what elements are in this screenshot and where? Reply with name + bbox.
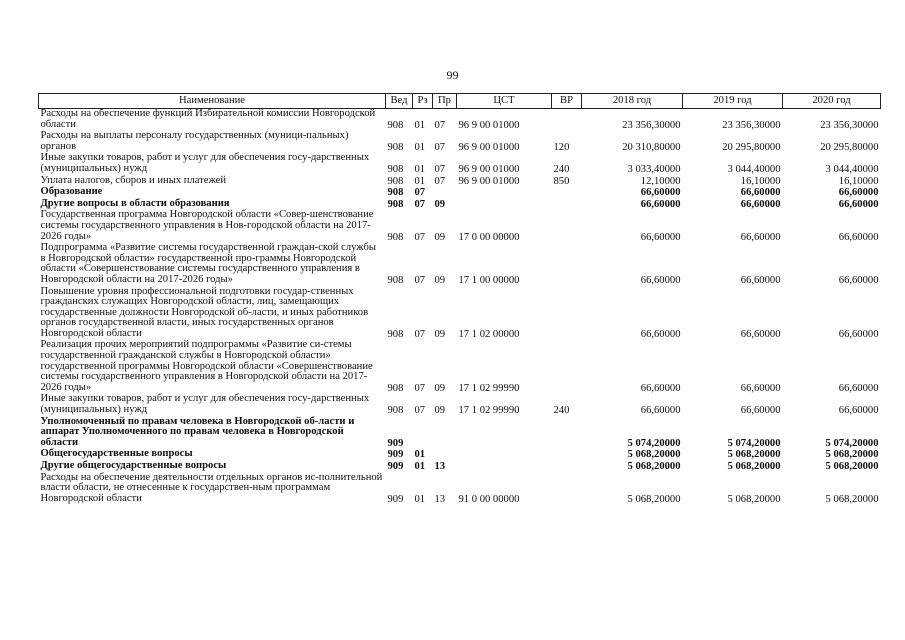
row-cst-cell [457, 199, 552, 211]
row-2018-cell: 5 068,20000 [627, 461, 681, 472]
row-2019-cell: 66,60000 [740, 187, 781, 199]
row-2018-cell: 66,60000 [640, 274, 681, 286]
row-vr-cell [552, 340, 582, 394]
row-name-cell: Другие вопросы в области образования [40, 197, 230, 209]
column-header-2020: 2020 год [783, 94, 881, 109]
table-header-row [39, 94, 881, 109]
row-2018-cell: 5 068,20000 [627, 449, 681, 461]
table-body [39, 109, 881, 506]
row-pr-cell: 09 [434, 231, 446, 243]
row-2018-cell: 66,60000 [640, 382, 681, 394]
row-2020-cell: 23 356,30000 [820, 119, 879, 131]
row-ved-cell: 908 [387, 328, 404, 340]
row-rz-cell: 07 [414, 405, 426, 417]
row-name-cell: Повышение уровня профессиональной подготовки государ-ственных гражданских служащих Новгородской области, лиц, замещающих государственные должности Новгородской об-ласти, и иных работников органов государственной власти, иных государственных органов Новгородской области [40, 285, 369, 339]
row-cst-cell [457, 449, 552, 461]
row-rz-cell: 01 [414, 163, 426, 175]
row-rz-cell: 07 [414, 187, 426, 199]
row-2020-cell: 66,60000 [838, 231, 879, 243]
budget-table [38, 93, 881, 505]
row-2020-cell: 5 068,20000 [825, 493, 879, 505]
row-2019-cell: 20 295,80000 [722, 141, 781, 153]
row-cst-cell: 96 9 00 01000 [458, 163, 520, 175]
row-pr-cell: 07 [434, 175, 446, 187]
row-cst-cell: 17 1 02 99990 [458, 382, 520, 394]
row-rz-cell: 01 [414, 449, 426, 461]
row-name-cell: Государственная программа Новгородской области «Совер-шенствование системы государственного управления в Нов-городской области на 2017-2026 годы» [40, 209, 374, 242]
column-header-cst: ЦСТ [457, 94, 552, 109]
page-number: 99 [446, 68, 459, 82]
row-2018-cell: 66,60000 [640, 231, 681, 243]
table-row [39, 210, 881, 243]
row-rz-cell: 07 [414, 274, 426, 286]
row-name-cell: Расходы на обеспечение функций Избирательной комиссии Новгородской области [40, 108, 376, 130]
row-2018-cell: 20 310,80000 [622, 141, 681, 153]
table-row [39, 473, 881, 506]
row-vr-cell: 240 [553, 163, 570, 175]
row-cst-cell: 91 0 00 00000 [458, 493, 520, 505]
row-2019-cell: 3 044,40000 [727, 163, 781, 175]
row-ved-cell: 908 [387, 274, 404, 286]
row-2020-cell: 66,60000 [838, 382, 879, 394]
row-name-cell: Подпрограмма «Развитие системы государственной граждан-ской службы в Новгородской области» государственной про-граммы Новгородской области «Совершенствование системы государственного управления в Новгородской области на 2017-2026 годы» [40, 242, 376, 285]
row-vr-cell [552, 449, 582, 461]
row-2019-cell: 66,60000 [740, 198, 781, 210]
row-pr-cell: 09 [434, 328, 446, 340]
column-header-ved: Вед [386, 94, 413, 109]
row-name-cell: Уплата налогов, сборов и иных платежей [40, 174, 227, 186]
row-rz-cell: 07 [414, 328, 426, 340]
row-name-cell: Иные закупки товаров, работ и услуг для обеспечения госу-дарственных (муниципальных) нужд [40, 152, 370, 174]
row-rz-cell: 07 [414, 231, 426, 243]
row-cst-cell: 96 9 00 01000 [458, 119, 520, 131]
table-row [39, 340, 881, 394]
row-pr-cell: 13 [434, 493, 446, 505]
row-pr-cell: 09 [434, 382, 446, 394]
row-ved-cell: 909 [387, 461, 404, 472]
row-vr-cell: 850 [553, 175, 570, 187]
row-ved-cell: 908 [387, 382, 404, 394]
row-2020-cell: 5 068,20000 [825, 449, 879, 461]
row-2018-cell: 66,60000 [640, 328, 681, 340]
row-cst-cell [457, 417, 552, 450]
row-rz-cell: 01 [414, 119, 426, 131]
row-vr-cell [552, 109, 582, 132]
row-2019-cell: 66,60000 [740, 405, 781, 417]
row-cst-cell: 96 9 00 01000 [458, 141, 520, 153]
row-rz-cell: 07 [414, 382, 426, 394]
row-2018-cell: 66,60000 [640, 198, 681, 210]
row-ved-cell: 909 [387, 449, 404, 461]
row-2019-cell: 66,60000 [740, 382, 781, 394]
row-vr-cell [552, 417, 582, 450]
row-vr-cell: 240 [553, 405, 570, 417]
row-2019-cell: 5 068,20000 [727, 493, 781, 505]
row-2019-cell: 66,60000 [740, 274, 781, 286]
row-name-cell: Образование [40, 186, 103, 198]
row-2019-cell: 66,60000 [740, 328, 781, 340]
column-header-rz: Рз [413, 94, 433, 109]
row-pr-cell: 09 [434, 274, 446, 286]
table-row [39, 176, 881, 188]
row-2018-cell: 66,60000 [640, 187, 681, 199]
row-cst-cell: 17 1 02 99990 [458, 405, 520, 417]
row-name-cell: Другие общегосударственные вопросы [40, 460, 227, 471]
row-ved-cell: 908 [387, 231, 404, 243]
row-2019-cell: 66,60000 [740, 231, 781, 243]
table-row [39, 153, 881, 175]
row-pr-cell [433, 417, 457, 450]
row-vr-cell [552, 287, 582, 341]
row-2020-cell: 20 295,80000 [820, 141, 879, 153]
row-rz-cell: 01 [414, 175, 426, 187]
row-2020-cell: 66,60000 [838, 274, 879, 286]
row-pr-cell: 09 [434, 405, 446, 417]
row-ved-cell: 909 [387, 437, 404, 449]
row-ved-cell: 908 [387, 198, 404, 210]
row-pr-cell: 07 [434, 163, 446, 175]
row-2019-cell: 5 068,20000 [727, 461, 781, 472]
row-name-cell: Общегосударственные вопросы [40, 448, 193, 460]
row-name-cell: Расходы на обеспечение деятельности отдельных органов ис-полнительной власти области, не отнесенные к государствен-ным программам Новгородской области [40, 471, 383, 504]
column-header-name: Наименование [39, 94, 386, 109]
row-2019-cell: 23 356,30000 [722, 119, 781, 131]
row-rz-cell: 01 [414, 141, 426, 153]
row-2018-cell: 3 033,40000 [627, 163, 681, 175]
row-ved-cell: 908 [387, 163, 404, 175]
row-2020-cell: 5 074,20000 [825, 437, 879, 449]
row-vr-cell [552, 187, 582, 199]
column-header-pr: Пр [433, 94, 457, 109]
row-cst-cell [457, 461, 552, 473]
row-2018-cell: 12,10000 [640, 175, 681, 187]
row-rz-cell [413, 417, 433, 450]
row-cst-cell [457, 187, 552, 199]
table-row [39, 243, 881, 286]
row-ved-cell: 908 [387, 119, 404, 131]
row-2020-cell: 5 068,20000 [825, 461, 879, 472]
table-row [39, 417, 881, 450]
column-header-vr: ВР [552, 94, 582, 109]
table-row [39, 187, 881, 199]
row-vr-cell [552, 210, 582, 243]
row-2020-cell: 66,60000 [838, 328, 879, 340]
row-2020-cell: 66,60000 [838, 405, 879, 417]
row-pr-cell: 13 [434, 461, 446, 472]
row-name-cell: Уполномоченный по правам человека в Новгородской об-ласти и аппарат Уполномоченного по правам человека в Новгородской области [40, 415, 355, 448]
row-pr-cell: 09 [434, 198, 446, 210]
row-pr-cell [433, 449, 457, 461]
column-header-2018: 2018 год [582, 94, 683, 109]
row-rz-cell: 01 [414, 461, 426, 472]
row-ved-cell: 909 [387, 493, 404, 505]
row-vr-cell [552, 243, 582, 286]
row-vr-cell [552, 473, 582, 506]
row-rz-cell: 07 [414, 198, 426, 210]
row-2020-cell: 16,10000 [838, 175, 879, 187]
row-pr-cell [433, 187, 457, 199]
row-rz-cell: 01 [414, 493, 426, 505]
row-2018-cell: 66,60000 [640, 405, 681, 417]
row-cst-cell: 17 1 02 00000 [458, 328, 520, 340]
row-cst-cell: 17 0 00 00000 [458, 231, 520, 243]
row-2020-cell: 3 044,40000 [825, 163, 879, 175]
row-ved-cell: 908 [387, 141, 404, 153]
row-name-cell: Расходы на выплаты персоналу государственных (муници-пальных) органов [40, 130, 349, 152]
row-ved-cell: 908 [387, 175, 404, 187]
table-row [39, 109, 881, 132]
row-2018-cell: 5 074,20000 [627, 437, 681, 449]
row-cst-cell: 17 1 00 00000 [458, 274, 520, 286]
row-2019-cell: 5 074,20000 [727, 437, 781, 449]
row-2020-cell: 66,60000 [838, 198, 879, 210]
row-ved-cell: 908 [387, 187, 404, 199]
row-2020-cell: 66,60000 [838, 187, 879, 199]
row-2019-cell: 16,10000 [740, 175, 781, 187]
table-row [39, 287, 881, 341]
row-vr-cell: 120 [553, 141, 570, 153]
table-row [39, 461, 881, 473]
row-2018-cell: 23 356,30000 [622, 119, 681, 131]
row-pr-cell: 07 [434, 119, 446, 131]
row-2018-cell: 5 068,20000 [627, 493, 681, 505]
row-vr-cell [552, 199, 582, 211]
table-row [39, 394, 881, 416]
row-2019-cell: 5 068,20000 [727, 449, 781, 461]
row-name-cell: Иные закупки товаров, работ и услуг для обеспечения госу-дарственных (муниципальных) нужд [40, 393, 370, 416]
row-cst-cell: 96 9 00 01000 [458, 175, 520, 187]
table-row [39, 131, 881, 153]
row-vr-cell [552, 461, 582, 473]
column-header-2019: 2019 год [683, 94, 783, 109]
row-pr-cell: 07 [434, 141, 446, 153]
row-name-cell: Реализация прочих мероприятий подпрограммы «Развитие си-стемы государственной гражданской службы в Новгородской области» государственной программы Новгородской области «Совершенствование системы государственного управления в Новгородской области на 2017-2026 годы» [40, 339, 373, 393]
row-ved-cell: 908 [387, 405, 404, 417]
